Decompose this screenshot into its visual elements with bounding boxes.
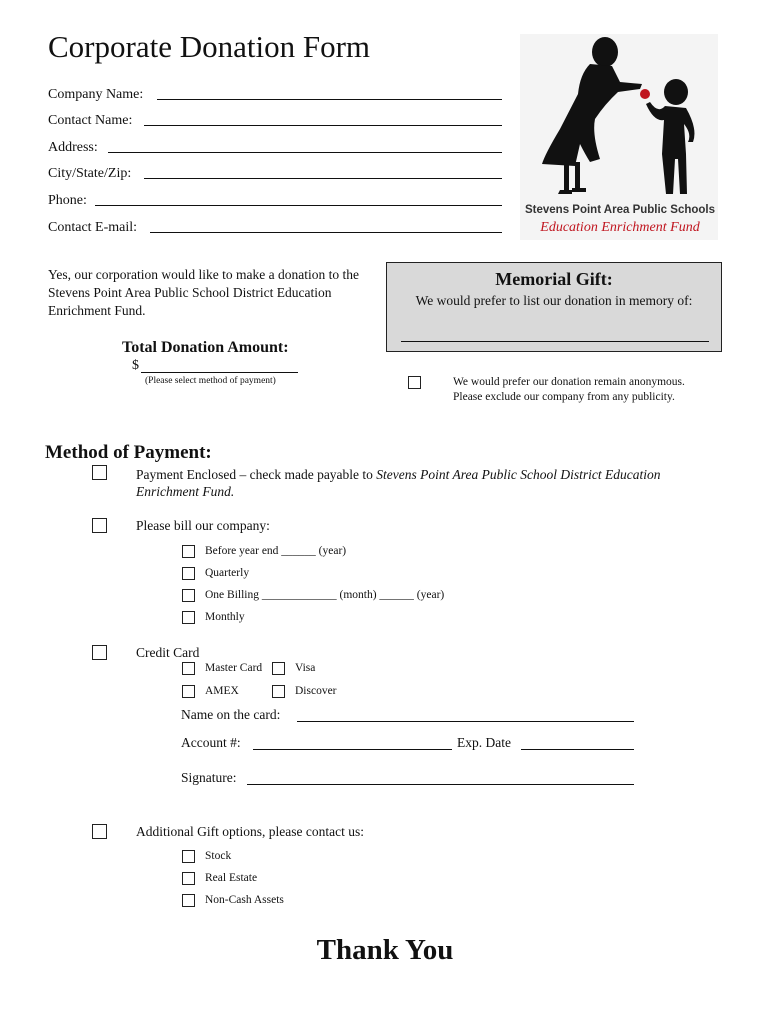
exp-date-label: Exp. Date [457,735,511,750]
anonymous-text-1: We would prefer our donation remain anonymous. [453,376,685,388]
stock-checkbox[interactable] [182,850,195,863]
bill-company-label: Please bill our company: [136,518,270,533]
anonymous-checkbox[interactable] [408,376,421,389]
credit-card-label: Credit Card [136,645,200,660]
quarterly-label: Quarterly [205,567,250,579]
visa-checkbox[interactable] [272,662,285,675]
contact-email-field[interactable] [150,232,502,233]
memorial-text: We would prefer to list our donation in memory of: [415,293,693,308]
name-on-card-label: Name on the card: [181,707,281,722]
non-cash-checkbox[interactable] [182,894,195,907]
phone-field[interactable] [95,205,502,206]
payment-note: (Please select method of payment) [145,376,276,386]
logo-school-name: Stevens Point Area Public Schools [524,204,715,216]
before-year-end-checkbox[interactable] [182,545,195,558]
teacher-child-silhouette-icon [520,34,718,204]
memorial-title: Memorial Gift: [495,269,613,289]
city-state-zip-label: City/State/Zip: [48,166,132,181]
additional-gift-checkbox[interactable] [92,824,107,839]
visa-label: Visa [295,662,316,674]
mastercard-checkbox[interactable] [182,662,195,675]
payment-enclosed-prefix: Payment Enclosed – check made payable to [136,467,377,482]
mastercard-label: Master Card [205,662,263,674]
exp-date-field[interactable] [521,749,634,750]
donation-statement: Yes, our corporation would like to make a donation to the Stevens Point Area Public School District Education Enrichment Fund. [48,267,359,318]
address-label: Address: [48,140,98,155]
signature-field[interactable] [247,784,634,785]
anonymous-text-2: Please exclude our company from any publicity. [453,391,675,403]
one-billing-label: One Billing _____________ (month) ______ (year) [205,589,445,601]
stock-label: Stock [205,850,232,862]
discover-label: Discover [295,685,337,697]
donation-amount-field[interactable] [141,372,298,373]
real-estate-checkbox[interactable] [182,872,195,885]
credit-card-checkbox[interactable] [92,645,107,660]
account-number-label: Account #: [181,735,241,750]
company-name-label: Company Name: [48,87,144,102]
phone-label: Phone: [48,193,87,208]
discover-checkbox[interactable] [272,685,285,698]
real-estate-label: Real Estate [205,872,258,884]
total-donation-label: Total Donation Amount: [122,339,289,356]
form-title: Corporate Donation Form [48,29,371,64]
monthly-label: Monthly [205,611,245,623]
payment-enclosed-checkbox[interactable] [92,465,107,480]
one-billing-checkbox[interactable] [182,589,195,602]
payment-payee-line2: Enrichment Fund. [136,484,235,499]
contact-email-label: Contact E-mail: [48,220,138,235]
bill-company-checkbox[interactable] [92,518,107,533]
thank-you-heading: Thank You [316,934,454,966]
address-field[interactable] [108,152,502,153]
contact-name-label: Contact Name: [48,113,133,128]
account-number-field[interactable] [253,749,452,750]
method-of-payment-heading: Method of Payment: [45,442,212,463]
non-cash-label: Non-Cash Assets [205,894,284,906]
memorial-name-field[interactable] [401,341,709,342]
city-state-zip-field[interactable] [144,178,502,179]
signature-label: Signature: [181,770,237,785]
quarterly-checkbox[interactable] [182,567,195,580]
name-on-card-field[interactable] [297,721,634,722]
logo-fund-name: Education Enrichment Fund [540,220,700,235]
contact-name-field[interactable] [144,125,502,126]
additional-gift-label: Additional Gift options, please contact us: [136,824,364,839]
company-name-field[interactable] [157,99,502,100]
before-year-end-label: Before year end ______ (year) [205,545,347,557]
memorial-gift-box [386,262,722,352]
payment-enclosed-text [136,465,736,484]
currency-symbol: $ [132,358,139,373]
amex-label: AMEX [205,685,239,697]
amex-checkbox[interactable] [182,685,195,698]
monthly-checkbox[interactable] [182,611,195,624]
payment-payee-line1: Stevens Point Area Public School District Education [376,467,661,482]
